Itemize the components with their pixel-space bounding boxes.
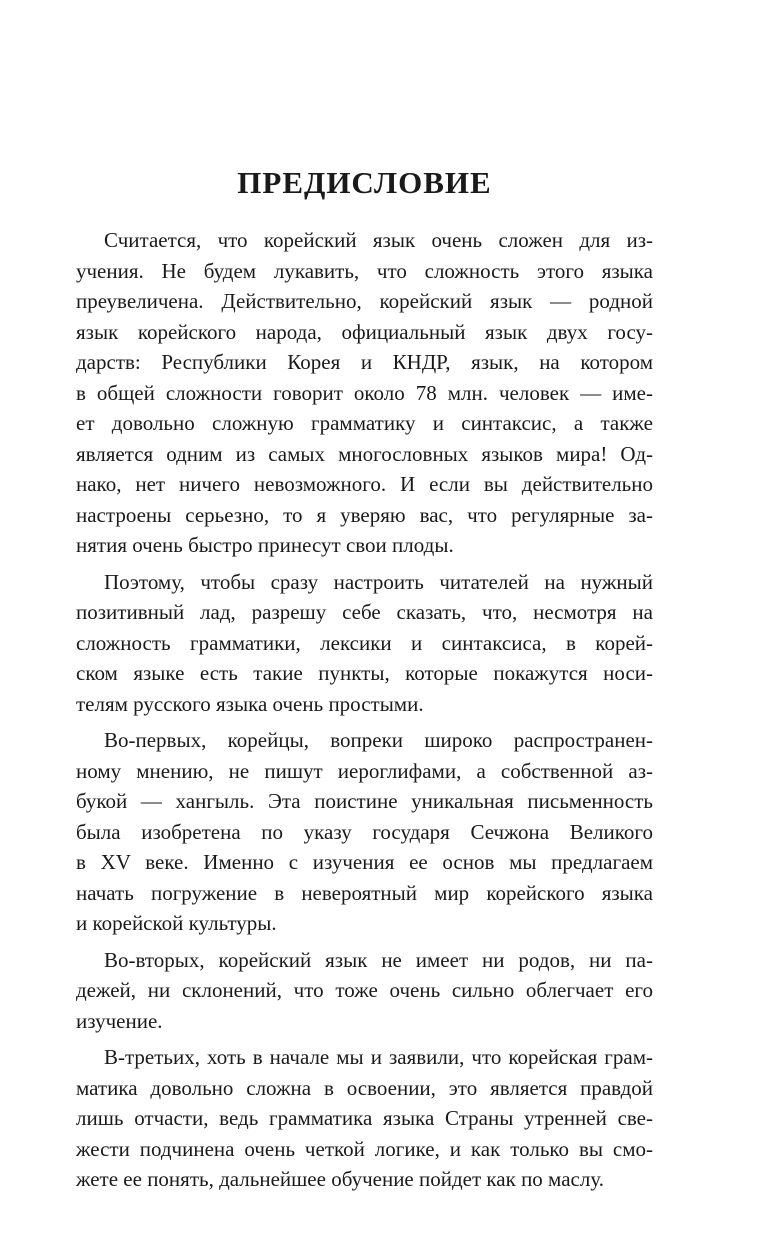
text-line: букой — хангыль. Эта поистине уникальная письменность	[76, 789, 653, 813]
text-line: Считается, что корейский язык очень сложен для из-	[104, 228, 653, 252]
text-line: Во-первых, корейцы, вопреки широко распространен-	[104, 728, 653, 752]
text-line: учения. Не будем лукавить, что сложность этого языка	[76, 258, 653, 283]
text-line: лишь отчасти, ведь грамматика языка Страны утренней све-	[76, 1106, 653, 1130]
page-title: ПРЕДИСЛОВИЕ	[237, 165, 492, 200]
text-line: Поэтому, чтобы сразу настроить читателей на нужный	[104, 569, 653, 594]
text-line: позитивный лад, разрешу себе сказать, что, несмотря на	[76, 600, 653, 624]
text-line: дежей, ни склонений, что тоже очень сильно облегчает его	[76, 978, 653, 1002]
text-line: жете ее понять, дальнейшее обучение пойдет как по маслу.	[76, 1167, 604, 1191]
paragraph	[76, 225, 653, 561]
paragraph	[76, 945, 653, 1037]
text-line: была изобретена по указу государя Сечжона Великого	[76, 819, 653, 844]
text-line: телям русского языка очень простыми.	[76, 691, 424, 716]
text-line: является одним из самых многословных языков мира! Од-	[76, 441, 653, 466]
text-line: матика довольно сложна в освоении, это является правдой	[76, 1075, 653, 1100]
preface-body	[76, 225, 653, 1195]
text-line: В-третьих, хоть в начале мы и заявили, что корейская грам-	[104, 1045, 653, 1069]
text-line: и корейской культуры.	[76, 911, 277, 935]
text-line: изучение.	[76, 1008, 163, 1033]
text-line: язык корейского народа, официальный язык двух госу-	[76, 319, 653, 344]
book-page	[76, 0, 653, 1240]
text-line: сложность грамматики, лексики и синтаксиса, в корей-	[76, 630, 653, 655]
text-line: ет довольно сложную грамматику и синтаксис, а также	[76, 411, 653, 435]
text-line: Во-вторых, корейский язык не имеет ни родов, ни па-	[104, 947, 653, 972]
paragraph	[76, 1042, 653, 1195]
paragraph	[76, 725, 653, 939]
text-line: нятия очень быстро принесут свои плоды.	[76, 533, 454, 557]
paragraph	[76, 567, 653, 720]
text-line: ному мнению, не пишут иероглифами, а собственной аз-	[76, 758, 653, 783]
text-line: дарств: Республики Корея и КНДР, язык, на котором	[76, 350, 653, 374]
text-line: начать погружение в невероятный мир корейского языка	[76, 880, 653, 905]
text-line: настроены серьезно, то я уверяю вас, что регулярные за-	[76, 502, 653, 527]
text-line: в общей сложности говорит около 78 млн. человек — име-	[76, 380, 653, 405]
text-line: жести подчинена очень четкой логике, и как только вы смо-	[76, 1136, 653, 1161]
text-line: преувеличена. Действительно, корейский язык — родной	[76, 289, 653, 313]
text-line: ском языке есть такие пункты, которые покажутся носи-	[76, 661, 653, 685]
text-line: нако, нет ничего невозможного. И если вы действительно	[76, 472, 653, 496]
text-line: в XV веке. Именно с изучения ее основ мы предлагаем	[76, 850, 653, 874]
